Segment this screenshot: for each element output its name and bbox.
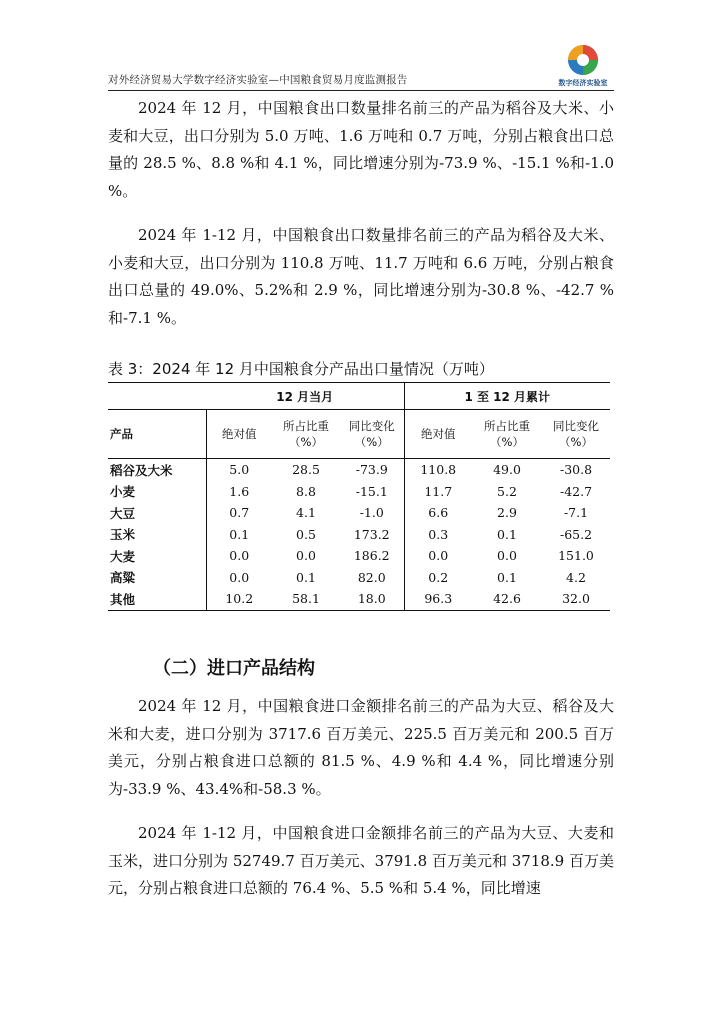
cum-share: 0.1 [497,526,517,542]
cum-abs: 0.3 [428,526,449,542]
month-abs: 1.6 [229,483,250,499]
table-row [108,459,610,481]
header-yoy: 同比变化（%） [340,410,404,459]
product-name: 其他 [108,588,206,610]
month-yoy: 18.0 [340,588,404,610]
table-row [108,502,610,524]
month-abs: 0.7 [229,505,250,521]
export-table [108,382,610,611]
month-abs: 0.1 [229,526,250,542]
month-share: 8.8 [296,483,316,499]
report-header: 对外经济贸易大学数字经济实验室—中国粮食贸易月度监测报告 [108,74,408,86]
product-name: 玉米 [108,524,206,546]
cum-share: 2.9 [497,505,517,521]
table-caption: 表 3：2024 年 12 月中国粮食分产品出口量情况（万吨） [108,360,494,378]
cum-abs: 110.8 [420,462,457,478]
cum-yoy: 151.0 [558,548,594,564]
month-yoy: -15.1 [340,481,404,503]
month-abs: 0.0 [229,569,250,585]
cum-abs: 96.3 [404,588,472,610]
month-share: 58.1 [272,588,340,610]
table-row [108,567,610,589]
header-share: 所占比重（%） [272,410,340,459]
export-paragraph-year: 2024 年 1-12 月，中国粮食出口数量排名前三的产品为稻谷及大米、小麦和大豆，出口分别为 110.8 万吨、11.7 万吨和 6.6 万吨，分别占粮食出口总量的 49.0%、5.2%和 2.9 %，同比增速分别为-30.8 %、-42.7 %和-7.1 %。 [108,226,614,327]
table-row [108,481,610,503]
product-name: 稻谷及大米 [108,459,206,481]
cum-share: 42.6 [472,588,542,610]
product-name: 高粱 [108,567,206,589]
month-yoy: -73.9 [340,459,404,481]
month-yoy: 173.2 [340,524,404,546]
cum-yoy: -30.8 [559,462,593,478]
product-name: 大麦 [108,545,206,567]
cum-yoy: -7.1 [563,505,589,521]
lab-logo-text: 数字经济实验室 [558,79,608,87]
header-yoy: 同比变化（%） [542,410,610,459]
month-abs: 0.0 [229,548,250,564]
cum-yoy: 32.0 [542,588,610,610]
header-abs: 绝对值 [404,410,472,459]
cum-abs: 0.2 [428,569,449,585]
month-share: 28.5 [292,462,320,478]
cum-abs: 11.7 [424,483,453,499]
header-group-cumulative: 1 至 12 月累计 [404,383,610,410]
cum-yoy: 4.2 [566,569,586,585]
header-abs: 绝对值 [206,410,272,459]
month-yoy: 186.2 [340,545,404,567]
table-row [108,524,610,546]
cum-share: 49.0 [493,462,521,478]
cum-abs: 6.6 [428,505,449,521]
section-heading: （二）进口产品结构 [153,658,315,679]
month-abs: 10.2 [206,588,272,610]
product-name: 大豆 [108,502,206,524]
import-paragraph-month: 2024 年 12 月，中国粮食进口金额排名前三的产品为大豆、稻谷及大米和大麦，进口分别为 3717.6 百万美元、225.5 百万美元和 200.5 百万美元，分别占粮食进口总额的 81.5 %、4.9 %和 4.4 %，同比增速分别为-33.9 %、43.4%和-58.3 %。 [108,697,614,798]
import-paragraph-year: 2024 年 1-12 月，中国粮食进口金额排名前三的产品为大豆、大麦和玉米，进口分别为 52749.7 百万美元、3791.8 百万美元和 3718.9 百万美元，分别占粮食进口总额的 76.4 %、5.5 %和 5.4 %，同比增速 [108,824,614,897]
cum-share: 0.0 [497,548,517,564]
cum-share: 5.2 [497,483,517,499]
month-yoy: 82.0 [340,567,404,589]
month-share: 0.5 [296,526,316,542]
table-corner [108,383,206,410]
month-share: 4.1 [296,505,316,521]
month-share: 0.1 [296,569,316,585]
month-yoy: -1.0 [340,502,404,524]
month-share: 0.0 [296,548,316,564]
table-row [108,545,610,567]
product-name: 小麦 [108,481,206,503]
header-share: 所占比重（%） [472,410,542,459]
month-abs: 5.0 [229,462,250,478]
table-row [108,588,610,610]
header-group-month: 12 月当月 [206,383,404,410]
cum-yoy: -65.2 [559,526,593,542]
cum-share: 0.1 [497,569,517,585]
cum-yoy: -42.7 [559,483,593,499]
cum-abs: 0.0 [428,548,449,564]
header-rule [108,90,614,91]
header-product: 产品 [108,410,206,459]
export-paragraph-month: 2024 年 12 月，中国粮食出口数量排名前三的产品为稻谷及大米、小麦和大豆，出口分别为 5.0 万吨、1.6 万吨和 0.7 万吨，分别占粮食出口总量的 28.5 %、8.8 %和 4.1 %，同比增速分别为-73.9 %、-15.1 %和-1.0 %。 [108,99,614,200]
